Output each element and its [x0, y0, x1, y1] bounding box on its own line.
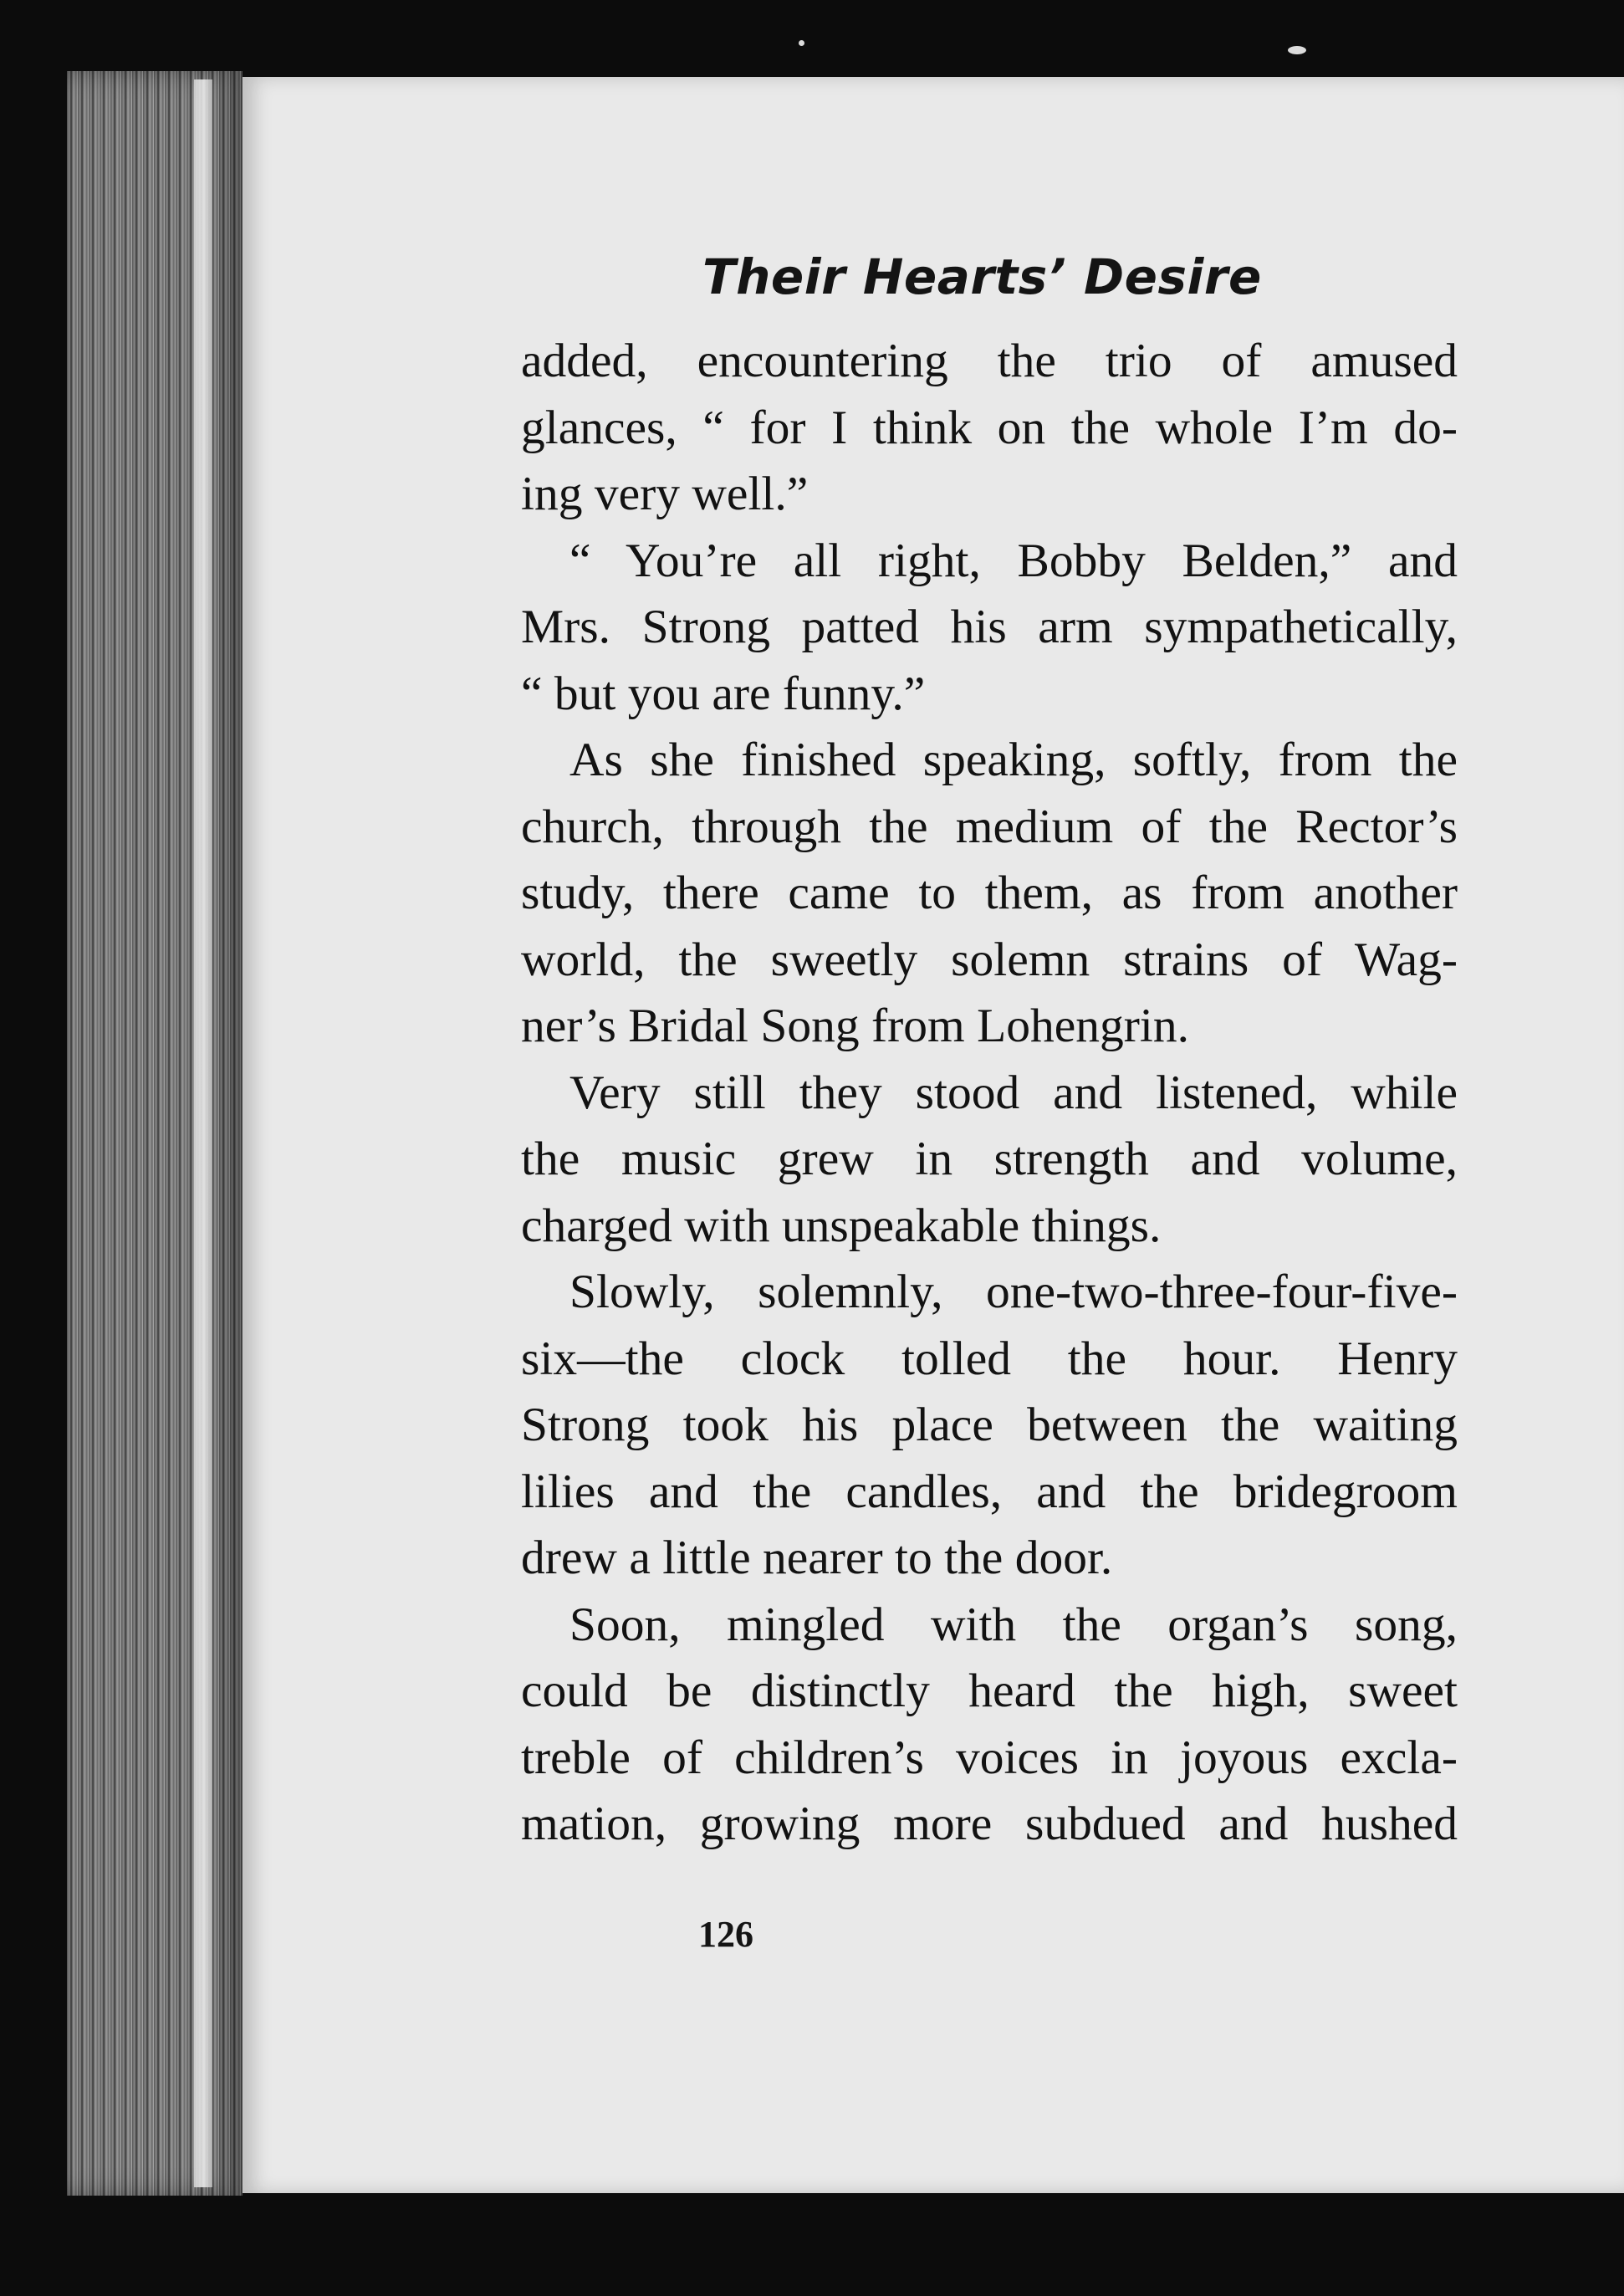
text-line: charged with unspeakable things. [521, 1199, 1162, 1252]
text-line: glances, “ for I think on the whole I’m do- [521, 401, 1458, 454]
text-line: study, there came to them, as from another [521, 867, 1458, 919]
text-line: “ but you are funny.” [521, 667, 926, 720]
text-line: Mrs. Strong patted his arm sympathetically, [521, 601, 1458, 653]
text-line: could be distinctly heard the high, sweet [521, 1664, 1458, 1717]
text-line: added, encountering the trio of amused [521, 335, 1458, 387]
body-text [521, 328, 1458, 1858]
text-line: ner’s Bridal Song from Lohengrin. [521, 1000, 1190, 1052]
text-line: the music grew in strength and volume, [521, 1133, 1458, 1185]
text-line: As she finished speaking, softly, from the [569, 734, 1458, 786]
scan-speck [1288, 46, 1306, 54]
running-head: Their Hearts’ Desire [702, 248, 1262, 305]
page-number: 126 [698, 1914, 753, 1955]
text-line: Slowly, solemnly, one-two-three-four-five- [569, 1266, 1458, 1318]
text-line: Soon, mingled with the organ’s song, [569, 1598, 1458, 1651]
text-line: Strong took his place between the waiting [521, 1399, 1458, 1451]
page-edges [67, 71, 243, 2196]
text-line: world, the sweetly solemn strains of Wag- [521, 933, 1458, 986]
text-line: ing very well.” [521, 468, 809, 520]
scan-speck [799, 40, 804, 46]
page-edge-highlight [194, 79, 212, 2187]
text-line: six—the clock tolled the hour. Henry [521, 1332, 1458, 1385]
text-line: drew a little nearer to the door. [521, 1532, 1113, 1584]
text-line: “ You’re all right, Bobby Belden,” and [569, 534, 1458, 587]
text-line: treble of children’s voices in joyous excla- [521, 1731, 1458, 1784]
text-line: mation, growing more subdued and hushed [521, 1797, 1458, 1850]
text-line: Very still they stood and listened, while [569, 1066, 1458, 1119]
text-line: church, through the medium of the Rector’s [521, 800, 1458, 853]
book-page [243, 77, 1624, 2193]
text-line: lilies and the candles, and the bridegroom [521, 1465, 1458, 1518]
